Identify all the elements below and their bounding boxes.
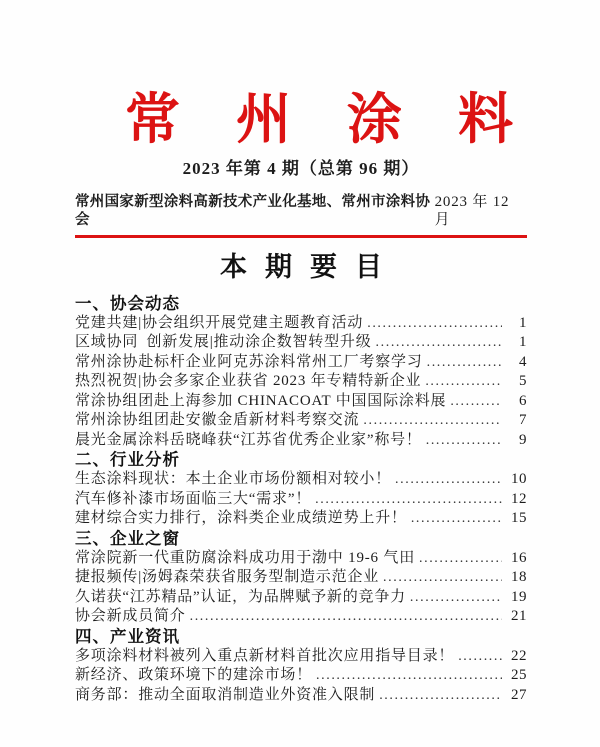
toc-entry-title: 建材综合实力排行，涂料类企业成绩逆势上升！ <box>75 510 407 527</box>
contents-heading: 本期要目 <box>220 251 400 282</box>
toc-section-heading: 三、企业之窗 <box>75 529 180 548</box>
toc-entry <box>75 686 527 706</box>
toc-entry <box>75 470 527 490</box>
toc-entry-page-number: 21 <box>511 608 527 625</box>
dot-leader <box>425 372 502 392</box>
toc-section-heading: 二、行业分析 <box>75 451 180 470</box>
toc-entry-page-number: 18 <box>511 569 527 586</box>
header-divider-rule <box>75 235 527 238</box>
issue-number-line: 2023 年第 4 期（总第 96 期） <box>182 159 420 179</box>
dot-leader <box>450 392 502 412</box>
toc-entry <box>75 372 527 392</box>
dot-leader <box>419 549 502 569</box>
dot-leader <box>316 666 502 686</box>
dot-leader <box>395 470 502 490</box>
toc-entry-page-number: 6 <box>519 392 527 409</box>
toc-entry-title: 热烈祝贺|协会多家企业获省 2023 年专精特新企业 <box>75 373 422 390</box>
toc-entry <box>75 333 527 353</box>
toc-entry-page-number: 22 <box>511 647 527 664</box>
toc-entry-title: 常州涂协赴标杆企业阿克苏涂料常州工厂考察学习 <box>75 353 423 370</box>
toc-entry-title: 常涂院新一代重防腐涂料成功用于渤中 19-6 气田 <box>75 549 415 566</box>
toc-entry <box>75 490 527 510</box>
publication-date: 2023 年 12 月 <box>434 193 510 229</box>
toc-entry <box>75 314 527 334</box>
toc-entry-title: 捷报频传|汤姆森荣获省服务型制造示范企业 <box>75 569 380 586</box>
toc-entry <box>75 392 527 412</box>
toc-entry-title: 汽车修补漆市场面临三大“需求”！ <box>75 490 312 507</box>
toc-entry <box>75 411 527 431</box>
toc-entry-title: 党建共建|协会组织开展党建主题教育活动 <box>75 314 364 331</box>
toc-entry-page-number: 9 <box>519 431 527 448</box>
toc-entry-title: 新经济、政策环境下的建涂市场！ <box>75 667 313 684</box>
toc-entry-title: 常州涂协组团赴安徽金盾新材料考察交流 <box>75 412 360 429</box>
dot-leader <box>458 647 502 667</box>
toc-entry-title: 区域协同 创新发展|推动涂企数智转型升级 <box>75 334 372 351</box>
dot-leader <box>190 607 502 627</box>
dot-leader <box>376 333 502 353</box>
publisher-row <box>75 193 527 231</box>
toc-entry-page-number: 1 <box>519 334 527 351</box>
toc-entry <box>75 568 527 588</box>
dot-leader <box>315 490 502 510</box>
toc-entry-title: 商务部：推动全面取消制造业外资准入限制 <box>75 686 376 703</box>
toc-entry <box>75 549 527 569</box>
toc-entry-page-number: 19 <box>511 588 527 605</box>
toc-entry-page-number: 5 <box>519 373 527 390</box>
toc-entry <box>75 431 527 451</box>
dot-leader <box>426 431 502 451</box>
dot-leader <box>379 686 502 706</box>
toc-entry-page-number: 1 <box>519 314 527 331</box>
dot-leader <box>411 509 502 529</box>
toc-entry-title: 协会新成员简介 <box>75 608 186 625</box>
toc-section-heading: 一、协会动态 <box>75 294 180 313</box>
toc-entry <box>75 607 527 627</box>
toc-entry-title: 多项涂料材料被列入重点新材料首批次应用指导目录！ <box>75 647 455 664</box>
toc-entry-title: 晨光金属涂料岳晓峰获“江苏省优秀企业家”称号！ <box>75 431 422 448</box>
toc-entry-title: 生态涂料现状：本土企业市场份额相对较小！ <box>75 471 392 488</box>
toc-entry <box>75 647 527 667</box>
toc-entry-page-number: 15 <box>511 510 527 527</box>
dot-leader <box>410 588 502 608</box>
toc-entry-page-number: 4 <box>519 353 527 370</box>
dot-leader <box>367 314 502 334</box>
toc-entry-page-number: 10 <box>511 471 527 488</box>
toc-entry <box>75 353 527 373</box>
dot-leader <box>363 411 502 431</box>
magazine-title: 常州涂料 <box>125 89 570 150</box>
toc-entry-page-number: 27 <box>511 686 527 703</box>
toc-entry-page-number: 16 <box>511 549 527 566</box>
toc-section-heading: 四、产业资讯 <box>75 627 180 646</box>
toc-entry <box>75 666 527 686</box>
toc-entry <box>75 588 527 608</box>
dot-leader <box>383 568 502 588</box>
toc-entry-title: 常涂协组团赴上海参加 CHINACOAT 中国国际涂料展 <box>75 392 447 409</box>
publisher-name: 常州国家新型涂料高新技术产业化基地、常州市涂料协会 <box>75 193 431 228</box>
toc-entry-page-number: 12 <box>511 490 527 507</box>
toc-entry-page-number: 7 <box>519 412 527 429</box>
toc-entry-title: 久诺获“江苏精品”认证，为品牌赋予新的竞争力 <box>75 588 406 605</box>
toc-entry <box>75 509 527 529</box>
dot-leader <box>427 353 502 373</box>
toc-entry-page-number: 25 <box>511 667 527 684</box>
table-of-contents <box>75 294 527 706</box>
